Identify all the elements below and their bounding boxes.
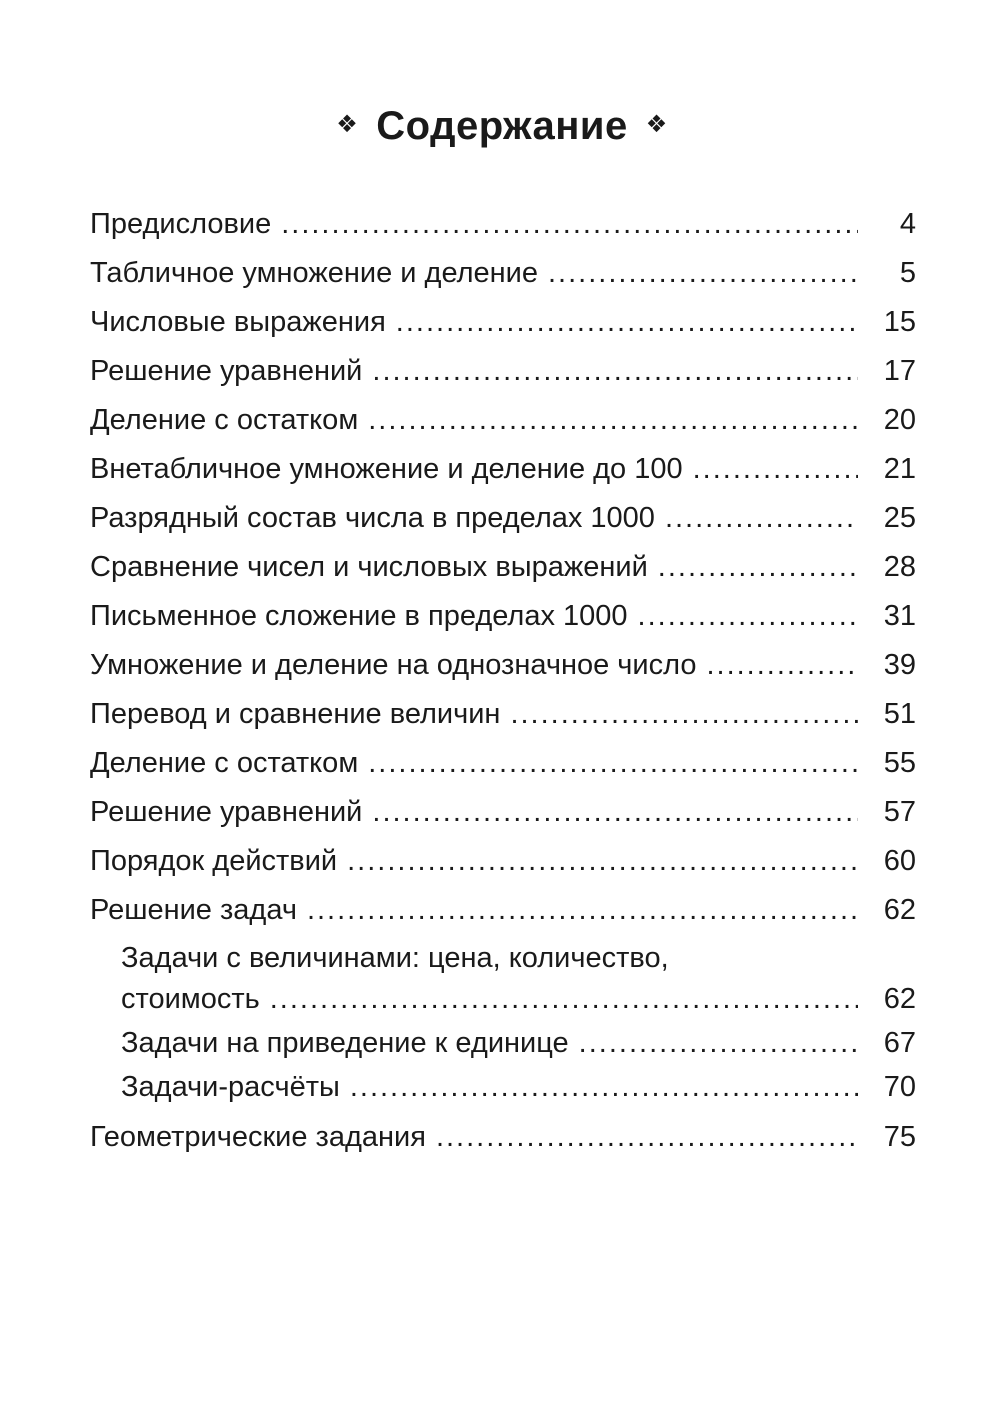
toc-entry [90,1113,916,1162]
toc-leader-dots [665,494,858,543]
toc-subentry-page: 62 [883,983,916,1015]
toc-entry-page: 39 [883,649,916,681]
toc-leader-dots [372,347,858,396]
toc-entry-label: Числовые выражения [90,306,386,338]
toc-entry [90,200,916,249]
toc-entry-page: 20 [883,404,916,436]
toc-entry-page: 4 [899,208,916,240]
toc-entry-page: 17 [883,355,916,387]
toc-leader-dots [372,788,858,837]
toc-subentry [90,1065,916,1109]
toc-entry-label: Перевод и сравнение величин [90,698,501,730]
toc-leader-dots [693,445,858,494]
ornament-right-icon: ❖ [645,111,668,139]
toc-subentry-page: 67 [883,1027,916,1059]
toc-subentry-label: Задачи на приведение к единице [121,1027,569,1059]
toc-leader-dots [368,739,858,788]
page-title [0,98,1004,156]
toc-entry-label: Разрядный состав числа в пределах 1000 [90,502,655,534]
toc-leader-dots [347,837,858,886]
toc-subentry-label: Задачи-расчёты [121,1071,340,1103]
toc-entry-page: 75 [883,1121,916,1153]
toc-entry [90,298,916,347]
toc-leader-dots [307,886,858,935]
toc-entry-label: Внетабличное умножение и деление до 100 [90,453,683,485]
toc-entry-label: Сравнение чисел и числовых выражений [90,551,648,583]
toc-entry [90,788,916,837]
toc-entry-page: 62 [883,894,916,926]
toc-leader-dots [706,641,858,690]
toc-entry-label: Деление с остатком [90,747,359,779]
toc-entry-page: 31 [883,600,916,632]
toc-entry [90,592,916,641]
toc-leader-dots [510,690,858,739]
toc-leader-dots [658,543,858,592]
toc-entry-label: Решение уравнений [90,796,363,828]
toc-entry-label: Умножение и деление на однозначное число [90,649,697,681]
toc-entry-label: Решение уравнений [90,355,363,387]
toc-entry-page: 21 [883,453,916,485]
table-of-contents [90,200,916,1162]
toc-subentry [90,1021,916,1065]
toc-entry-page: 25 [883,502,916,534]
toc-leader-dots [396,298,858,347]
toc-subentry-page: 70 [883,1071,916,1103]
toc-entry-label: Порядок действий [90,845,338,877]
toc-entry-label: Геометрические задания [90,1121,426,1153]
toc-subentry-first-line: Задачи с величинами: цена, количество, [121,942,669,974]
toc-leader-dots [281,200,858,249]
toc-entry-page: 57 [883,796,916,828]
toc-leader-dots [270,977,858,1021]
toc-entry-page: 15 [883,306,916,338]
toc-leader-dots [436,1113,858,1162]
toc-entry [90,249,916,298]
toc-entry [90,837,916,886]
toc-subentry [90,977,916,1021]
toc-entry-label: Деление с остатком [90,404,359,436]
page-title-text: Содержание [376,104,628,148]
toc-entry [90,886,916,935]
toc-entry-page: 5 [899,257,916,289]
toc-leader-dots [579,1021,858,1065]
toc-entry [90,445,916,494]
toc-leader-dots [638,592,858,641]
toc-entry-page: 60 [883,845,916,877]
toc-entry [90,739,916,788]
toc-entry [90,641,916,690]
toc-entry [90,347,916,396]
toc-leader-dots [368,396,858,445]
toc-entry [90,494,916,543]
toc-entry-label: Решение задач [90,894,297,926]
toc-entry-page: 55 [883,747,916,779]
toc-entry-label: Предисловие [90,208,272,240]
toc-entry [90,543,916,592]
toc-entry-label: Письменное сложение в пределах 1000 [90,600,628,632]
toc-entry-page: 28 [883,551,916,583]
toc-leader-dots [350,1065,858,1109]
toc-subentry-label: стоимость [121,983,260,1015]
toc-entry [90,690,916,739]
toc-leader-dots [548,249,858,298]
toc-entry-label: Табличное умножение и деление [90,257,538,289]
toc-entry [90,396,916,445]
toc-entry-page: 51 [883,698,916,730]
ornament-left-icon: ❖ [336,111,359,139]
